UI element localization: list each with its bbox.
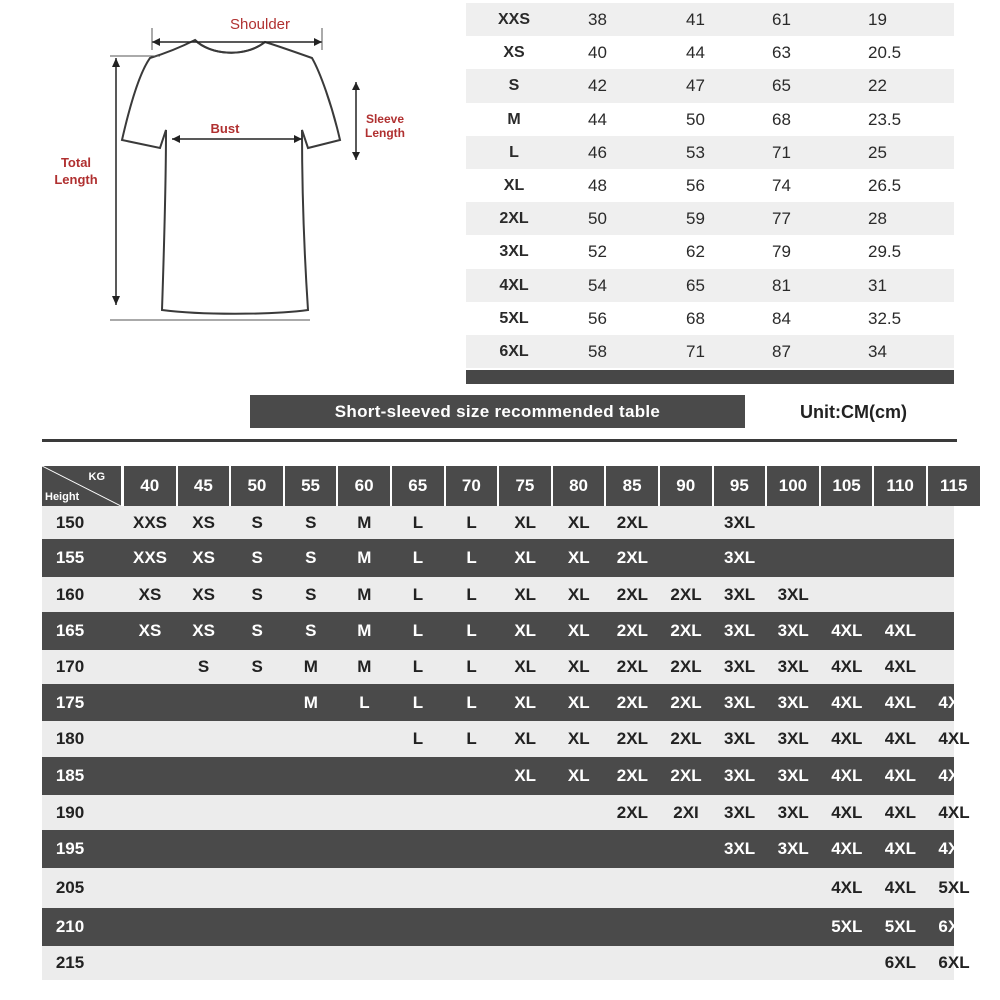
header-corner-cell <box>42 466 121 506</box>
recommended-size-cell: 3XL <box>724 621 756 640</box>
recommended-size-cell: M <box>357 585 372 604</box>
recommended-size-cell: 4XL <box>884 839 916 858</box>
recommended-size-cell: 2XL <box>616 803 648 822</box>
recommended-size-cell: 3XL <box>724 839 756 858</box>
recommended-size-cell: XL <box>514 657 537 676</box>
recommended-size-cell: XXS <box>132 548 168 567</box>
measurement-row <box>466 335 954 368</box>
measurement-value-cell: 50 <box>686 109 705 129</box>
recommended-size-cell: XS <box>138 585 162 604</box>
measurement-value-cell: 31 <box>868 275 887 295</box>
recommended-size-cell: 4XL <box>938 729 970 748</box>
recommended-size-cell: 4XL <box>938 766 970 785</box>
measurement-value-cell: 56 <box>588 308 607 328</box>
bust-label: Bust <box>210 121 240 136</box>
measurement-row <box>466 302 954 335</box>
recommend-row <box>42 830 970 868</box>
kg-label: KG <box>88 471 105 483</box>
height-cell: 195 <box>55 839 85 858</box>
weight-header-cell: 45 <box>178 466 230 506</box>
measurement-value-cell: 59 <box>686 209 705 229</box>
recommended-size-cell: 4XL <box>884 693 916 712</box>
recommended-size-cell: M <box>357 548 372 567</box>
measurement-value-cell: 74 <box>772 175 791 195</box>
recommended-size-cell: L <box>412 729 424 748</box>
recommended-size-cell: 3XL <box>724 729 756 748</box>
total-label-line2: Length <box>54 172 98 187</box>
recommended-size-cell: 4XL <box>884 766 916 785</box>
recommended-size-cell: L <box>412 513 424 532</box>
recommended-size-cell: XL <box>567 585 590 604</box>
recommended-size-cell: 3XL <box>777 585 809 604</box>
size-cell: XS <box>503 44 525 62</box>
size-cell: 5XL <box>499 309 529 327</box>
measurement-row <box>466 169 954 202</box>
size-cell: M <box>507 110 521 128</box>
weight-header-cell: 75 <box>499 466 551 506</box>
recommended-size-cell: 2XL <box>670 693 702 712</box>
recommend-row <box>42 612 954 650</box>
measurement-value-cell: 65 <box>686 275 705 295</box>
size-cell: 4XL <box>499 276 529 294</box>
measurement-value-cell: 61 <box>772 10 791 29</box>
measurement-table-footer-bar <box>466 370 954 384</box>
measurement-value-cell: 62 <box>686 242 705 262</box>
weight-header-cell: 115 <box>928 466 980 506</box>
recommend-row <box>42 539 954 577</box>
recommended-size-cell: 2XL <box>616 657 648 676</box>
height-cell: 165 <box>55 621 85 640</box>
recommended-size-cell: 2XI <box>673 803 699 822</box>
measurement-value-cell: 71 <box>686 341 705 361</box>
measurement-row <box>466 103 954 136</box>
recommended-size-cell: 4XL <box>884 657 916 676</box>
recommended-size-cell: XL <box>514 585 537 604</box>
height-cell: 175 <box>55 693 85 712</box>
recommended-size-cell: XL <box>567 513 590 532</box>
measurement-value-cell: 44 <box>686 43 705 63</box>
size-cell: 6XL <box>499 342 529 360</box>
size-cell: 3XL <box>499 243 529 261</box>
measurement-value-cell: 81 <box>772 275 791 295</box>
measurement-value-cell: 53 <box>686 142 705 162</box>
recommend-table-title: Short-sleeved size recommended table <box>250 395 745 428</box>
recommended-size-cell: 4XL <box>884 729 916 748</box>
recommended-size-cell: 2XL <box>616 621 648 640</box>
measurement-value-cell: 28 <box>868 209 887 229</box>
recommended-size-cell: 4XL <box>884 803 916 822</box>
measurement-value-cell: 63 <box>772 43 791 63</box>
recommended-size-cell: 2XL <box>616 585 648 604</box>
recommended-size-cell: 3XL <box>777 693 809 712</box>
measurement-value-cell: 68 <box>686 308 705 328</box>
recommended-size-cell: 3XL <box>724 548 756 567</box>
height-cell: 155 <box>55 548 85 567</box>
recommended-size-cell: 4XL <box>831 803 863 822</box>
recommended-size-cell: 4XL <box>831 729 863 748</box>
measurement-value-cell: 34 <box>868 341 887 361</box>
height-cell: 185 <box>55 766 85 785</box>
measurement-value-cell: 23.5 <box>868 109 902 129</box>
recommended-size-cell: 3XL <box>724 513 756 532</box>
recommended-size-cell: L <box>466 729 477 748</box>
recommended-size-cell: L <box>412 621 424 640</box>
recommended-size-cell: 3XL <box>777 657 809 676</box>
recommended-size-cell: S <box>197 657 210 676</box>
recommended-size-cell: 3XL <box>724 585 756 604</box>
recommended-size-cell: XL <box>567 729 590 748</box>
recommend-row <box>42 908 970 946</box>
measurement-value-cell: 79 <box>772 242 791 262</box>
weight-header-cell: 50 <box>231 466 283 506</box>
recommended-size-cell: 2XL <box>670 729 702 748</box>
measurement-row <box>466 202 954 235</box>
height-cell: 170 <box>55 657 85 676</box>
recommended-size-cell: 2XL <box>616 513 648 532</box>
recommended-size-cell: S <box>251 657 263 676</box>
height-cell: 190 <box>55 803 85 822</box>
weight-header-cell: 105 <box>821 466 873 506</box>
shoulder-label: Shoulder <box>229 16 291 33</box>
measurement-value-cell: 71 <box>772 142 791 162</box>
total-label-line1: Total <box>60 155 92 170</box>
recommended-size-cell: 6XL <box>938 917 970 936</box>
recommended-size-cell: 4XL <box>831 693 863 712</box>
recommended-size-cell: 6XL <box>938 953 970 972</box>
measurement-value-cell: 48 <box>588 175 607 195</box>
recommended-size-cell: 4XL <box>831 839 863 858</box>
recommended-size-cell: L <box>359 693 370 712</box>
recommend-row <box>42 650 954 684</box>
recommended-size-cell: 6XL <box>884 953 916 972</box>
measurement-value-cell: 77 <box>772 209 791 229</box>
height-cell: 205 <box>55 878 85 897</box>
weight-header-cell: 40 <box>124 466 176 506</box>
weight-header-cell: 70 <box>446 466 498 506</box>
recommended-size-cell: S <box>305 621 317 640</box>
recommended-size-cell: S <box>305 585 317 604</box>
height-cell: 150 <box>55 513 85 532</box>
recommended-size-cell: 2XL <box>616 729 648 748</box>
recommended-size-cell: L <box>466 585 477 604</box>
recommended-size-cell: 2XL <box>670 585 702 604</box>
recommended-size-cell: 4XL <box>831 766 863 785</box>
recommended-size-cell: 4XL <box>884 878 916 897</box>
measurement-value-cell: 26.5 <box>868 175 902 195</box>
recommended-size-cell: XL <box>514 693 537 712</box>
weight-header-cell: 100 <box>767 466 819 506</box>
recommended-size-cell: L <box>412 693 424 712</box>
height-cell: 215 <box>55 953 85 972</box>
recommended-size-cell: 3XL <box>777 621 809 640</box>
recommended-size-cell: 5XL <box>831 917 863 936</box>
weight-header-cell: 110 <box>874 466 926 506</box>
recommended-size-cell: XL <box>567 548 590 567</box>
recommended-size-cell: 2XL <box>616 693 648 712</box>
recommended-size-cell: 4XL <box>938 693 970 712</box>
recommended-size-cell: L <box>466 693 477 712</box>
recommended-size-cell: XL <box>514 513 537 532</box>
recommended-size-cell: XL <box>567 657 590 676</box>
recommended-size-cell: 2XL <box>670 766 702 785</box>
weight-header-cell: 90 <box>660 466 712 506</box>
recommended-size-cell: S <box>251 513 263 532</box>
measurement-row <box>466 136 954 169</box>
recommended-size-cell: 3XL <box>724 803 756 822</box>
measurement-value-cell: 65 <box>772 76 791 96</box>
recommended-size-cell: XL <box>514 766 537 785</box>
recommended-size-cell: 4XL <box>831 657 863 676</box>
weight-header-cell: 85 <box>606 466 658 506</box>
recommended-size-cell: 4XL <box>831 878 863 897</box>
recommended-size-cell: XL <box>567 621 590 640</box>
measurement-value-cell: 32.5 <box>868 308 902 328</box>
measurement-value-cell: 84 <box>772 308 791 328</box>
measurement-row <box>466 36 954 69</box>
measurement-value-cell: 68 <box>772 109 791 129</box>
recommended-size-cell: S <box>251 585 263 604</box>
measurement-value-cell: 46 <box>588 142 607 162</box>
size-cell: 2XL <box>499 210 529 228</box>
recommend-row <box>42 795 970 830</box>
measurement-value-cell: 38 <box>588 10 607 29</box>
unit-label: Unit:CM(cm) <box>800 402 907 422</box>
recommended-size-cell: XS <box>192 513 215 532</box>
recommended-size-cell: 3XL <box>777 803 809 822</box>
recommended-size-cell: 5XL <box>884 917 916 936</box>
recommend-row <box>42 721 970 757</box>
recommended-size-cell: 2XL <box>616 766 648 785</box>
recommended-size-cell: M <box>357 657 372 676</box>
measurement-value-cell: 19 <box>868 10 887 29</box>
sleeve-label-line2: Length <box>365 126 405 140</box>
recommended-size-cell: 4XL <box>938 839 970 858</box>
measurement-value-cell: 50 <box>588 209 607 229</box>
recommend-row <box>42 684 970 721</box>
recommended-size-cell: XL <box>514 729 537 748</box>
recommended-size-cell: 2XL <box>670 657 702 676</box>
recommended-size-cell: XL <box>567 766 590 785</box>
recommend-row <box>42 757 970 795</box>
recommended-size-cell: XS <box>138 621 162 640</box>
recommended-size-cell: 2XL <box>616 548 648 567</box>
measurement-value-cell: 54 <box>588 275 607 295</box>
measurement-value-cell: 20.5 <box>868 43 902 63</box>
weight-header-cell: 95 <box>714 466 766 506</box>
height-label: Height <box>45 491 80 503</box>
measurement-value-cell: 22 <box>868 76 887 96</box>
measurement-row <box>466 269 954 302</box>
section-divider <box>42 439 957 442</box>
height-cell: 160 <box>55 585 85 604</box>
recommended-size-cell: 3XL <box>724 693 756 712</box>
size-cell: S <box>508 77 520 95</box>
recommended-size-cell: XL <box>514 621 537 640</box>
recommend-row <box>42 868 970 908</box>
recommended-size-cell: L <box>466 621 477 640</box>
recommended-size-cell: 4XL <box>938 803 970 822</box>
measurement-row <box>466 69 954 102</box>
recommended-size-cell: L <box>412 657 424 676</box>
recommended-size-cell: 4XL <box>831 621 863 640</box>
recommended-size-cell: S <box>251 621 263 640</box>
tshirt-diagram <box>40 0 460 340</box>
size-cell: XL <box>503 176 525 194</box>
measurement-value-cell: 52 <box>588 242 607 262</box>
height-cell: 180 <box>55 729 85 748</box>
measurement-value-cell: 25 <box>868 142 887 162</box>
recommended-size-cell: 4XL <box>884 621 916 640</box>
size-cell: XXS <box>497 11 530 28</box>
recommended-size-cell: XL <box>567 693 590 712</box>
measurement-value-cell: 44 <box>588 109 607 129</box>
recommend-row <box>42 946 970 980</box>
weight-header-cell: 80 <box>553 466 605 506</box>
measurement-table <box>466 3 954 368</box>
height-cell: 210 <box>55 917 85 936</box>
recommend-row <box>42 506 954 539</box>
recommended-size-cell: 2XL <box>670 621 702 640</box>
recommended-size-cell: XS <box>192 548 215 567</box>
recommended-size-cell: 5XL <box>938 878 970 897</box>
measurement-value-cell: 58 <box>588 341 607 361</box>
recommended-size-cell: 3XL <box>777 766 809 785</box>
weight-header-cell: 65 <box>392 466 444 506</box>
recommended-size-cell: M <box>303 693 318 712</box>
recommended-size-cell: XL <box>514 548 537 567</box>
recommended-size-cell: 3XL <box>777 729 809 748</box>
measurement-value-cell: 41 <box>686 10 705 29</box>
measurement-row <box>466 235 954 268</box>
size-cell: L <box>509 143 519 161</box>
recommended-size-cell: M <box>303 657 318 676</box>
recommended-size-cell: 3XL <box>724 766 756 785</box>
recommended-size-cell: XS <box>192 621 215 640</box>
measurement-value-cell: 40 <box>588 43 607 63</box>
recommended-size-cell: 3XL <box>777 839 809 858</box>
recommended-size-cell: 3XL <box>724 657 756 676</box>
recommend-header-row <box>42 466 968 506</box>
recommended-size-cell: L <box>466 513 477 532</box>
recommended-size-cell: M <box>357 621 372 640</box>
recommended-size-cell: XS <box>192 585 215 604</box>
recommended-size-cell: S <box>251 548 263 567</box>
recommended-size-cell: L <box>466 548 477 567</box>
sleeve-length-label <box>355 112 415 140</box>
measurement-value-cell: 87 <box>772 341 791 361</box>
measurement-value-cell: 42 <box>588 76 607 96</box>
recommend-row <box>42 577 954 612</box>
recommended-size-cell: XXS <box>132 513 168 532</box>
recommended-size-cell: L <box>412 585 424 604</box>
measurement-row <box>466 3 954 36</box>
recommended-size-cell: L <box>466 657 477 676</box>
measurement-value-cell: 29.5 <box>868 242 902 262</box>
recommended-size-cell: S <box>305 548 317 567</box>
recommended-size-cell: L <box>412 548 424 567</box>
measurement-value-cell: 56 <box>686 175 705 195</box>
weight-header-cell: 55 <box>285 466 337 506</box>
total-length-label <box>46 154 106 188</box>
measurement-value-cell: 47 <box>686 76 705 96</box>
sleeve-label-line1: Sleeve <box>365 112 405 126</box>
recommended-size-cell: M <box>357 513 372 532</box>
recommended-size-cell: S <box>305 513 317 532</box>
weight-header-cell: 60 <box>338 466 390 506</box>
